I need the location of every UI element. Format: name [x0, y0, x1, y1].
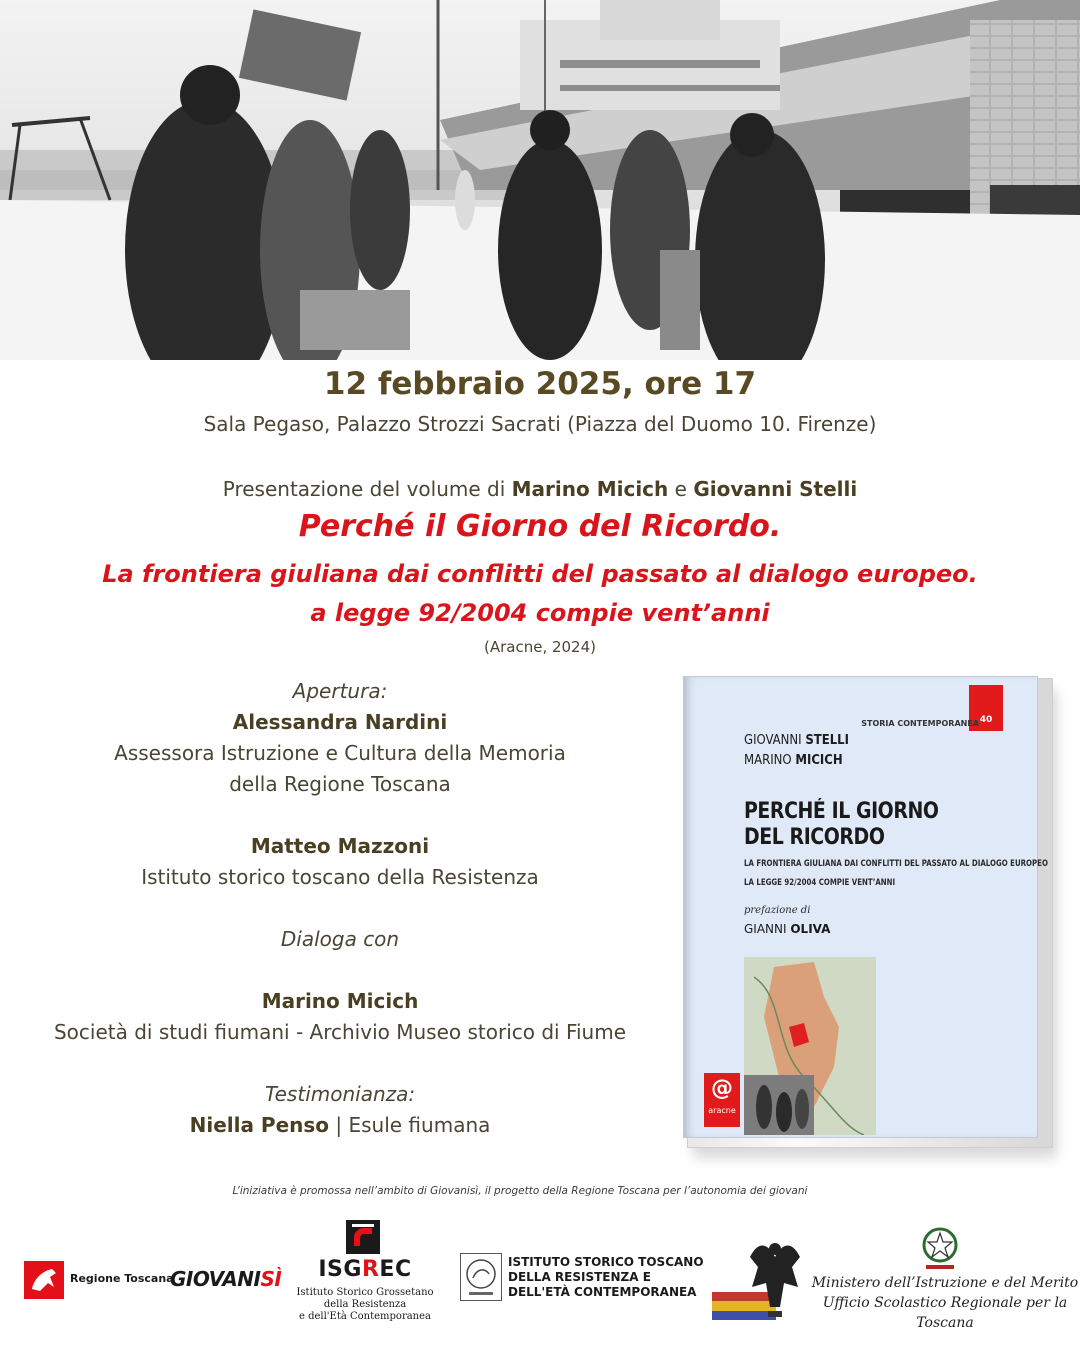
giovanisi-si: SÌ [260, 1267, 282, 1291]
book-cover-title-line-2: DEL RICORDO [744, 825, 885, 850]
preface-author: GIANNI OLIVA [744, 922, 831, 936]
speaker-3-name: Marino Micich [261, 989, 419, 1013]
ministero-logo: Ministero dell’Istruzione e del Merito Ufficio Scolastico Regionale per la Toscana [811, 1275, 1079, 1331]
book-cover-subtitle-1: LA FRONTIERA GIULIANA DAI CONFLITTI DEL PASSATO AL DIALOGO EUROPEO [744, 859, 1048, 869]
italian-republic-emblem-icon [918, 1223, 962, 1273]
book-author-1: GIOVANNI STELLI [744, 733, 849, 748]
speaker-1-role-line-2: della Regione Toscana [229, 772, 451, 796]
book-cover-image [683, 676, 1058, 1156]
preface-label: prefazione di [744, 905, 811, 916]
series-number-badge: 40 [969, 685, 1003, 731]
program [0, 676, 680, 1141]
speaker-2-role: Istituto storico toscano della Resistenza [141, 865, 539, 889]
hero-illustration [0, 0, 1080, 360]
book-cover-title [744, 799, 939, 851]
isgrec-mark-icon [346, 1220, 380, 1254]
speaker-2-name: Matteo Mazzoni [250, 834, 430, 858]
spacer [0, 800, 680, 831]
speaker-3-role: Società di studi fiumani - Archivio Museo storico di Fiume [53, 1020, 627, 1044]
fiume-eagle-icon [740, 1227, 810, 1319]
regione-toscana-logo: Regione Toscana [70, 1272, 174, 1285]
book-cover-title-line-1: PERCHÉ IL GIORNO [744, 799, 939, 824]
giovanisi-word: GIOVANI [170, 1267, 261, 1291]
speaker-4-role: Esule fiumana [348, 1113, 491, 1137]
promotion-note: L’iniziativa è promossa nell’ambito di Giovanisì, il progetto della Regione Toscana per l’autonomia dei giovani [232, 1185, 808, 1197]
event-venue: Sala Pegaso, Palazzo Strozzi Sacrati (Piazza del Duomo 10. Firenze) [203, 412, 877, 436]
speaker-4-separator: | [329, 1113, 349, 1137]
series-label: STORIA CONTEMPORANEA [861, 719, 979, 728]
book-title-main: Perché il Giorno del Ricordo. [298, 509, 782, 544]
opening-label: Apertura: [292, 679, 388, 703]
book-cover-subtitle-2: LA LEGGE 92/2004 COMPIE VENT’ANNI [744, 878, 896, 888]
book-front [683, 676, 1048, 1138]
presentation-line [0, 477, 1080, 501]
speaker-1-name: Alessandra Nardini [232, 710, 448, 734]
spacer [0, 893, 680, 924]
presentation-and: e [668, 477, 694, 501]
testimony-label: Testimonianza: [264, 1082, 416, 1106]
istituto-storico-toscano-logo: ISTITUTO STORICO TOSCANO DELLA RESISTENZA E DELL'ETÀ CONTEMPORANEA [508, 1255, 704, 1299]
speaker-1-role-line-1: Assessora Istruzione e Cultura della Memoria [114, 741, 566, 765]
aracne-logo [704, 1073, 740, 1127]
aracne-logo-text: aracne [708, 1106, 736, 1115]
book-author-2: MARINO MICICH [744, 753, 843, 768]
book-authors [744, 731, 849, 771]
hero-photo [0, 0, 1080, 360]
publisher-note: (Aracne, 2024) [483, 638, 597, 656]
map-illustration [744, 957, 876, 1135]
dialog-label: Dialoga con [280, 927, 400, 951]
giovanisi-logo [170, 1267, 281, 1291]
author-2: Giovanni Stelli [693, 477, 858, 501]
spacer [0, 1048, 680, 1079]
speaker-4-name: Niella Penso [189, 1113, 330, 1137]
author-1: Marino Micich [511, 477, 669, 501]
regione-toscana-horse-icon [24, 1261, 64, 1299]
partner-logos [0, 1215, 1080, 1335]
istituto-seal-icon [460, 1253, 502, 1301]
book-title-sub: La frontiera giuliana dai conflitti del passato al dialogo europeo. [102, 560, 978, 588]
speaker-4-line [0, 1110, 680, 1141]
event-date: 12 febbraio 2025, ore 17 [323, 366, 757, 402]
isgrec-subtitle: Istituto Storico Grossetano della Resistenza e dell'Età Contemporanea [296, 1287, 434, 1322]
aracne-mark-icon: @ [711, 1076, 733, 1101]
isgrec-logo: ISGREC [318, 1257, 412, 1282]
book-title-sub-2: a legge 92/2004 compie vent’anni [310, 599, 770, 627]
presentation-prefix: Presentazione del volume di [222, 477, 512, 501]
spacer [0, 955, 680, 986]
